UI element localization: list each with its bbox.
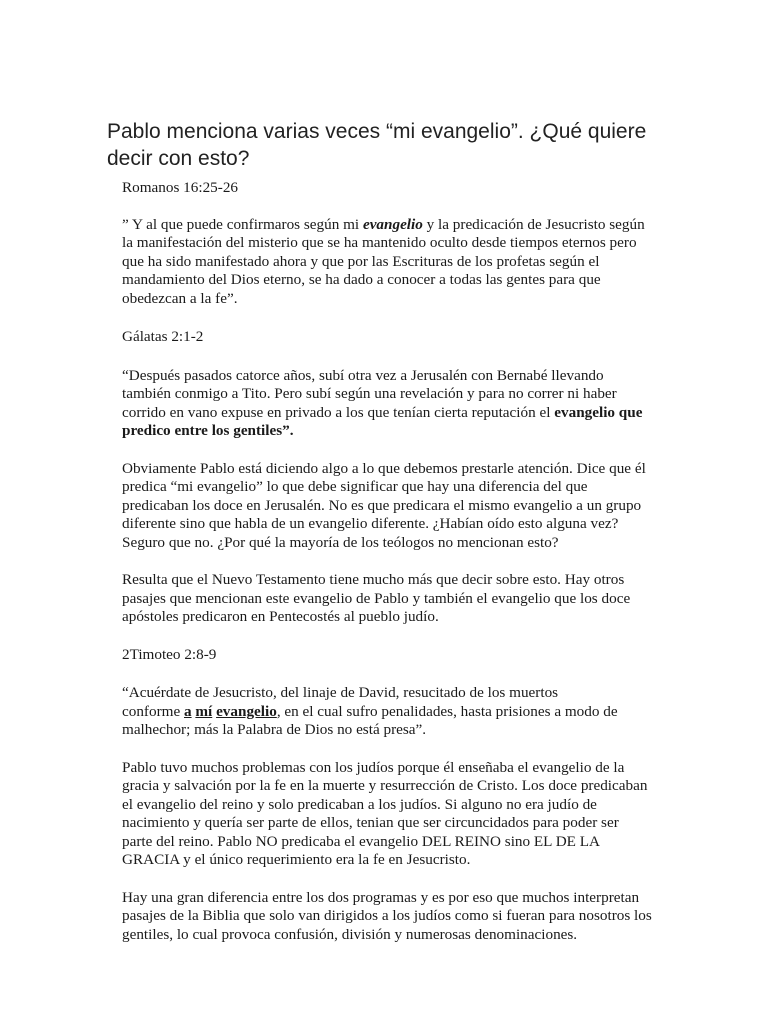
quote-text: y la predicación de Jesucristo según la manifestación del misterio que se ha mantenido oculto desde tiempos eternos pero que ha sido manifestado ahora y que por las Escrituras de los profetas según el mandamiento del Dios eterno, se ha dado a conocer a todas las gentes para que obedezcan a la fe”. xyxy=(122,215,645,307)
quote-text: ” Y al que puede confirmaros según mi xyxy=(122,215,363,233)
paragraph-resulta: Resulta que el Nuevo Testamento tiene mucho más que decir sobre esto. Hay otros pasajes que mencionan este evangelio de Pablo y también el evangelio que los doce apóstoles predicaron en Pentecostés al pueblo judío. xyxy=(122,571,631,625)
paragraph-obviamente: Obviamente Pablo está diciendo algo a lo que debemos prestarle atención. Dice que él predica “mi evangelio” lo que debe significar que hay una diferencia del que predicaban los doce en Jerusalén. No es que predicara el mismo evangelio a un grupo diferente sino que habla de un evangelio diferente. ¿Habían oído esto alguna vez? Seguro que no. ¿Por qué la mayoría de los teólogos no mencionan esto? xyxy=(122,459,646,551)
underlined-word: mí xyxy=(195,702,213,720)
quote-timoteo xyxy=(122,684,652,740)
scripture-reference-romanos: Romanos 16:25-26 xyxy=(122,179,239,196)
page-title: Pablo menciona varias veces “mi evangelio”. ¿Qué quiere decir con esto? xyxy=(107,120,647,170)
quote-text: “Acuérdate de Jesucristo, del linaje de David, resucitado de los muertos xyxy=(122,684,559,701)
emphasized-word: evangelio xyxy=(362,215,423,233)
quote-text: , en el cual sufro penalidades, hasta prisiones a modo de malhechor; más la Palabra de Dios no está presa”. xyxy=(122,702,618,738)
quote-galatas xyxy=(122,367,652,441)
scripture-reference-timoteo: 2Timoteo 2:8-9 xyxy=(122,645,217,663)
document-body xyxy=(122,179,652,961)
scripture-reference-galatas: Gálatas 2:1-2 xyxy=(122,328,204,345)
paragraph-pablo-tuvo: Pablo tuvo muchos problemas con los judíos porque él enseñaba el evangelio de la gracia y salvación por la fe en la muerte y resurrección de Cristo. Los doce predicaban el evangelio del reino y solo predicaban a los judíos. Si alguno no era judío de nacimiento y quería ser parte de ellos, tenian que ser circuncidados para poder ser parte del reino. Pablo NO predicaba el evangelio DEL REINO sino EL DE LA GRACIA y el único requerimiento era la fe en Jesucristo. xyxy=(122,758,648,868)
quote-text: “Después pasados catorce años, subí otra vez a Jerusalén con Bernabé llevando también conmigo a Tito. Pero subí según una revelación y para no correr ni haber corrido en vano expuse en privado a los que tenían cierta reputación el xyxy=(122,366,617,421)
underlined-word: evangelio xyxy=(216,702,277,720)
emphasized-phrase: evangelio que predico entre los gentiles”. xyxy=(122,403,643,439)
paragraph-hay-una: Hay una gran diferencia entre los dos programas y es por eso que muchos interpretan pasajes de la Biblia que solo van dirigidos a los judíos como si fueran para nosotros los gentiles, lo cual provoca confusión, división y numerosas denominaciones. xyxy=(122,888,652,943)
quote-romanos xyxy=(122,216,652,309)
quote-text: conforme xyxy=(122,702,184,720)
underlined-word: a xyxy=(184,702,192,720)
